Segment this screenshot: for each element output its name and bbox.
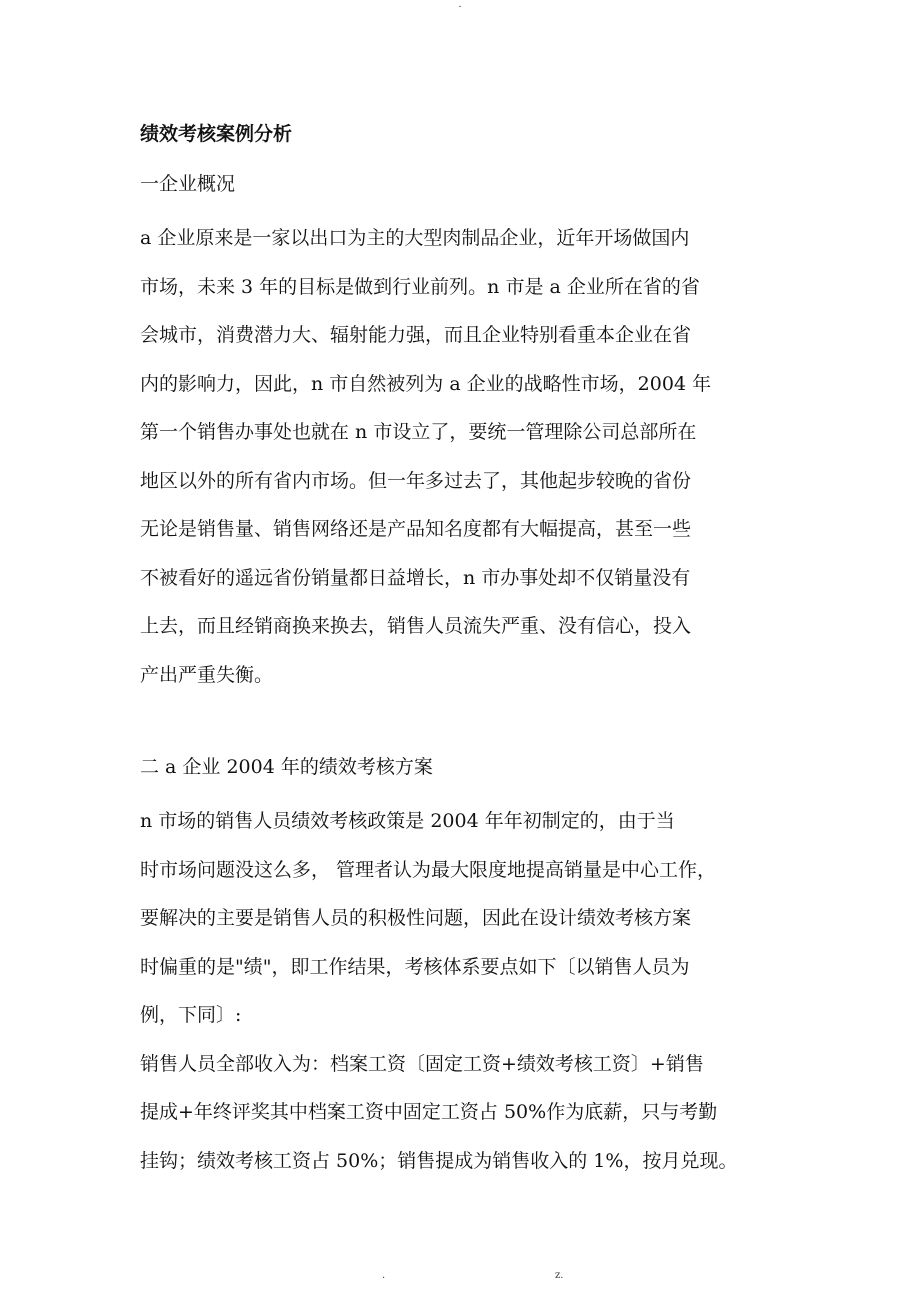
paragraph-line: 第一个销售办事处也就在 n 市设立了，要统一管理除公司总部所在 bbox=[140, 421, 697, 443]
paragraph-line: n 市场的销售人员绩效考核政策是 2004 年年初制定的，由于当 bbox=[140, 810, 675, 832]
paragraph-line: 会城市，消费潜力大、辐射能力强，而且企业特别看重本企业在省 bbox=[140, 324, 692, 346]
document-title: 绩效考核案例分析 bbox=[140, 123, 293, 145]
paragraph-line: 挂钩；绩效考核工资占 50%；销售提成为销售收入的 1%，按月兑现。 bbox=[140, 1149, 738, 1172]
paragraph-line: 时市场问题没这么多， 管理者认为最大限度地提高销量是中心工作， bbox=[140, 858, 717, 881]
section-1-paragraph bbox=[140, 214, 800, 699]
paragraph-line: 市场，未来 3 年的目标是做到行业前列。n 市是 a 企业所在省的省 bbox=[140, 275, 700, 298]
section-spacer bbox=[140, 699, 800, 751]
footer-mark-right: z. bbox=[555, 1270, 564, 1281]
paragraph-line: a 企业原来是一家以出口为主的大型肉制品企业，近年开场做国内 bbox=[140, 227, 690, 249]
footer-mark-left: . bbox=[382, 1270, 386, 1281]
paragraph-line: 不被看好的遥远省份销量都日益增长，n 市办事处却不仅销量没有 bbox=[140, 566, 691, 589]
section-1-heading: 一企业概况 bbox=[140, 173, 236, 195]
section-2-paragraph bbox=[140, 797, 800, 1185]
document-body bbox=[140, 118, 800, 1185]
paragraph-line: 提成+年终评奖其中档案工资中固定工资占 50%作为底薪，只与考勤 bbox=[140, 1101, 718, 1123]
header-mark: - bbox=[458, 2, 462, 12]
paragraph-line: 销售人员全部收入为：档案工资〔固定工资+绩效考核工资〕+销售 bbox=[140, 1052, 704, 1075]
paragraph-line: 地区以外的所有省内市场。但一年多过去了，其他起步较晚的省份 bbox=[140, 469, 692, 492]
section-2-heading: 二 a 企业 2004 年的绩效考核方案 bbox=[140, 756, 433, 778]
paragraph-line: 内的影响力，因此，n 市自然被列为 a 企业的战略性市场，2004 年 bbox=[140, 372, 712, 395]
paragraph-line: 产出严重失衡。 bbox=[140, 663, 274, 686]
paragraph-line: 例，下同〕: bbox=[140, 1004, 242, 1026]
paragraph-line: 要解决的主要是销售人员的积极性问题，因此在设计绩效考核方案 bbox=[140, 907, 692, 929]
paragraph-line: 无论是销售量、销售网络还是产品知名度都有大幅提高，甚至一些 bbox=[140, 518, 692, 540]
paragraph-line: 上去，而且经销商换来换去，销售人员流失严重、没有信心，投入 bbox=[140, 615, 692, 637]
paragraph-line: 时偏重的是"绩"，即工作结果，考核体系要点如下〔以销售人员为 bbox=[140, 955, 690, 978]
